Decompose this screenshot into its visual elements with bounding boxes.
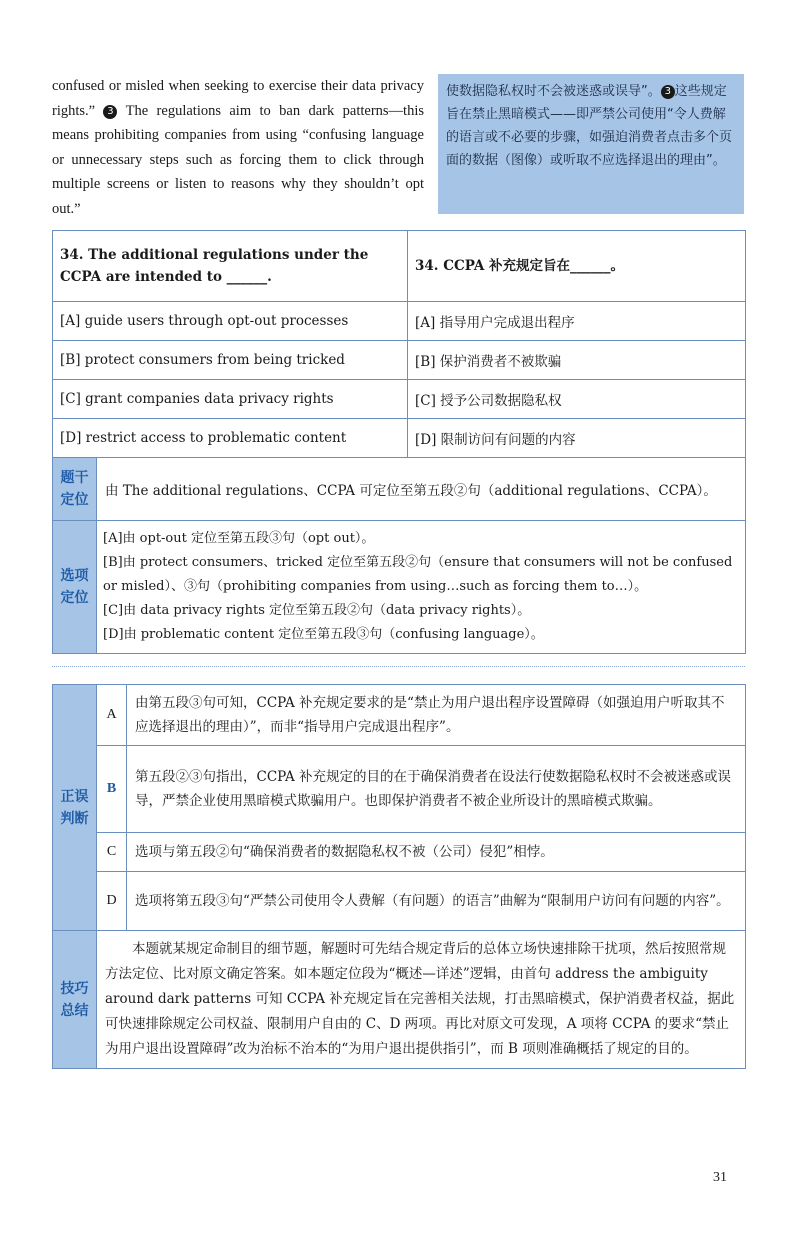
option-a-en: [A] guide users through opt-out processes	[53, 302, 408, 341]
summary-text: 本题就某规定命制目的细节题，解题时可先结合规定背后的总体立场快速排除干扰项，然后按照常规方法定位、比对原文确定答案。如本题定位段为“概述—详述”逻辑，由首句 address the ambiguity around dark patterns 可知 CCPA 补充规定旨在完善相关法规，打击黑暗模式，保护消费者权益，据此可快速排除规定公司权益、限制用户自由的 C、D 两项。再比对原文可发现，A 项将 CCPA 的要求“禁止为用户退出设置障碍”改为治标不治本的“为用户退出提供指引”，而 B 项则准确概括了规定的目的。	[97, 931, 746, 1069]
sentence-marker-3: 3	[103, 105, 117, 119]
stem-locate-label	[53, 458, 97, 521]
translation-box	[438, 74, 744, 214]
passage-text-2: The regulations aim to ban dark patterns—this means prohibiting companies from using “confusing language or unnecessary steps such as forcing them to click through multiple screens or listen to reasons why they shouldn’t opt out.”	[52, 102, 425, 217]
judgement-text-b: 第五段②③句指出，CCPA 补充规定的目的在于确保消费者在设法行使数据隐私权时不会被迷惑或误导，严禁企业使用黑暗模式欺骗用户。也即保护消费者不被企业所设计的黑暗模式欺骗。	[127, 746, 746, 833]
translation-text-2: 这些规定旨在禁止黑暗模式——即严禁公司使用“令人费解的语言或不必要的步骤，如强迫消费者点击多个页面的数据（图像）或听取不应选择退出的理由”。	[446, 84, 733, 168]
option-locate-text	[97, 521, 746, 654]
judgement-letter-d: D	[97, 872, 127, 931]
option-locate-d: [D]由 problematic content 定位至第五段③句（confusing language）。	[103, 627, 544, 642]
option-b-zh: [B] 保护消费者不被欺骗	[408, 341, 746, 380]
option-a-zh: [A] 指导用户完成退出程序	[408, 302, 746, 341]
stem-label-line-2: 定位	[60, 492, 89, 508]
question-en: 34. The additional regulations under the CCPA are intended to ______.	[53, 231, 408, 302]
option-c-en: [C] grant companies data privacy rights	[53, 380, 408, 419]
stem-locate-text: 由 The additional regulations、CCPA 可定位至第五段②句（additional regulations、CCPA）。	[97, 458, 746, 521]
stem-label-line-1: 题干	[60, 470, 89, 486]
translation-marker-3: 3	[661, 85, 675, 99]
judgement-label-line-1: 正误	[60, 788, 89, 805]
judgement-letter-b: B	[97, 746, 127, 833]
judgement-label-line-2: 判断	[60, 810, 89, 827]
judgement-text-a: 由第五段③句可知，CCPA 补充规定要求的是“禁止为用户退出程序设置障碍（如强迫用户听取其不应选择退出的理由）”，而非“指导用户完成退出程序”。	[127, 685, 746, 746]
section-divider	[52, 666, 745, 667]
option-locate-label	[53, 521, 97, 654]
option-b-en: [B] protect consumers from being tricked	[53, 341, 408, 380]
judgement-letter-a: A	[97, 685, 127, 746]
option-c-zh: [C] 授予公司数据隐私权	[408, 380, 746, 419]
passage-text-1: confused or misled when seeking to exercise their data privacy rights.”	[52, 78, 424, 119]
option-label-line-1: 选项	[60, 568, 89, 584]
option-locate-b: [B]由 protect consumers、tricked 定位至第五段②句（ensure that consumers will not be confused or misled）、③句（prohibiting companies from using…such as forcing them to…）。	[103, 555, 733, 594]
option-d-en: [D] restrict access to problematic content	[53, 419, 408, 458]
judgement-letter-c: C	[97, 833, 127, 872]
option-locate-a: [A]由 opt-out 定位至第五段③句（opt out）。	[103, 531, 375, 546]
option-label-line-2: 定位	[60, 590, 89, 606]
summary-label-line-2: 总结	[60, 1002, 89, 1019]
judgement-table	[52, 684, 746, 1069]
english-passage	[52, 74, 424, 221]
judgement-label	[53, 685, 97, 931]
question-zh: 34. CCPA 补充规定旨在______。	[408, 231, 746, 302]
judgement-text-d: 选项将第五段③句“严禁公司使用令人费解（有问题）的语言”曲解为“限制用户访问有问题的内容”。	[127, 872, 746, 931]
option-d-zh: [D] 限制访问有问题的内容	[408, 419, 746, 458]
page-number: 31	[713, 1170, 727, 1185]
question-table	[52, 230, 746, 654]
judgement-text-c: 选项与第五段②句“确保消费者的数据隐私权不被（公司）侵犯”相悖。	[127, 833, 746, 872]
summary-label	[53, 931, 97, 1069]
summary-label-line-1: 技巧	[60, 980, 89, 997]
translation-text-1: 使数据隐私权时不会被迷惑或误导”。	[446, 84, 661, 99]
option-locate-c: [C]由 data privacy rights 定位至第五段②句（data privacy rights）。	[103, 603, 531, 618]
